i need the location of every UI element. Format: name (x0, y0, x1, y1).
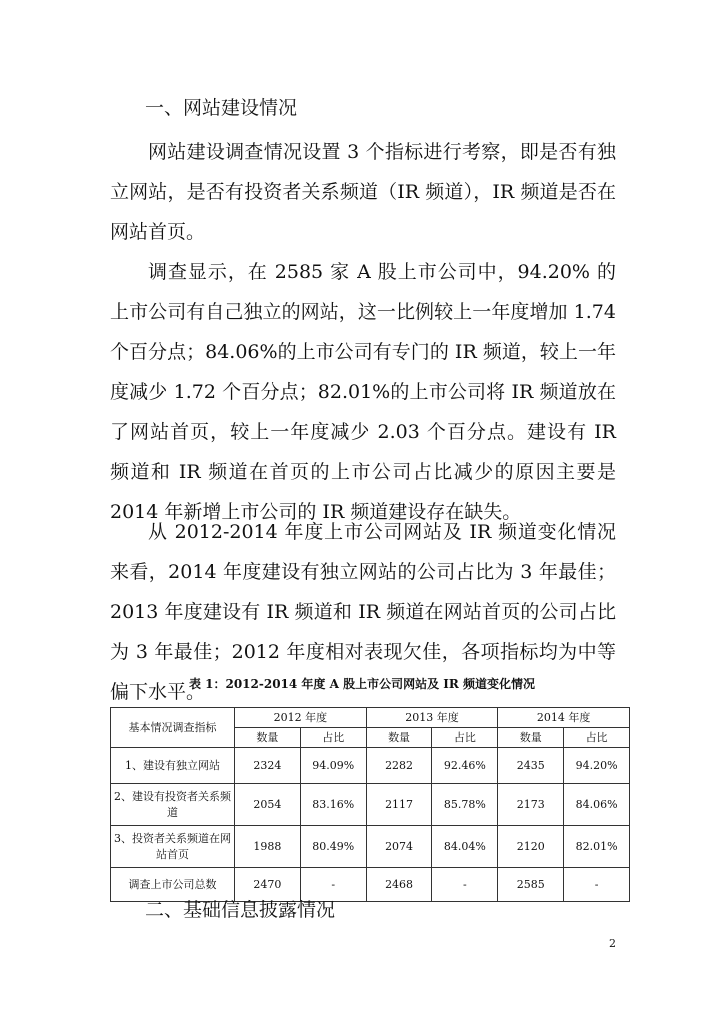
year-header: 2012 年度 (235, 708, 367, 728)
table-cell: 92.46% (432, 748, 498, 784)
paragraph-indicators: 网站建设调查情况设置 3 个指标进行考察，即是否有独立网站，是否有投资者关系频道（IR 频道），IR 频道是否在网站首页。 (110, 141, 616, 243)
table-cell: 2585 (498, 868, 564, 902)
table-cell: 2282 (366, 748, 432, 784)
paragraph-trend-analysis: 从 2012-2014 年度上市公司网站及 IR 频道变化情况来看，2014 年度建设有独立网站的公司占比为 3 年最佳；2013 年度建设有 IR 频道和 IR 频道在网站首页的公司占比为 3 年最佳；2012 年度相对表现欠佳，各项指标均为中等偏下水平。 (110, 521, 616, 703)
website-ir-table (110, 707, 630, 902)
row-label: 2、建设有投资者关系频道 (111, 784, 235, 826)
sub-header: 数量 (235, 728, 301, 748)
table-cell: 2173 (498, 784, 564, 826)
table-cell: 84.06% (564, 784, 630, 826)
table-cell: 94.09% (300, 748, 366, 784)
table-cell: 82.01% (564, 826, 630, 868)
sub-header: 占比 (300, 728, 366, 748)
page-number: 2 (609, 937, 616, 950)
section-heading-website: 一、网站建设情况 (145, 97, 298, 119)
table-cell: - (564, 868, 630, 902)
table-cell: 80.49% (300, 826, 366, 868)
table-cell: 2468 (366, 868, 432, 902)
table-cell: 2054 (235, 784, 301, 826)
table-cell: 2120 (498, 826, 564, 868)
section-heading-disclosure: 二、基础信息披露情况 (145, 899, 336, 921)
corner-header: 基本情况调查指标 (111, 708, 235, 748)
table-header-row (111, 708, 630, 728)
table-cell: 2074 (366, 826, 432, 868)
table-row (111, 826, 630, 868)
table-row (111, 868, 630, 902)
sub-header: 数量 (366, 728, 432, 748)
table-row (111, 748, 630, 784)
table-caption: 表 1：2012-2014 年度 A 股上市公司网站及 IR 频道变化情况 (188, 677, 536, 691)
row-label: 3、投资者关系频道在网站首页 (111, 826, 235, 868)
year-header: 2013 年度 (366, 708, 498, 728)
table-cell: 2324 (235, 748, 301, 784)
row-label: 调查上市公司总数 (111, 868, 235, 902)
sub-header: 占比 (564, 728, 630, 748)
year-header: 2014 年度 (498, 708, 630, 728)
table-cell: 94.20% (564, 748, 630, 784)
table-cell: - (300, 868, 366, 902)
table-cell: 85.78% (432, 784, 498, 826)
row-label: 1、建设有独立网站 (111, 748, 235, 784)
table-cell: 84.04% (432, 826, 498, 868)
table-row (111, 784, 630, 826)
table-cell: 2435 (498, 748, 564, 784)
sub-header: 数量 (498, 728, 564, 748)
table-cell: 1988 (235, 826, 301, 868)
table-cell: 83.16% (300, 784, 366, 826)
table-cell: 2117 (366, 784, 432, 826)
table-cell: 2470 (235, 868, 301, 902)
paragraph-survey-results: 调查显示，在 2585 家 A 股上市公司中，94.20% 的上市公司有自己独立的网站，这一比例较上一年度增加 1.74 个百分点；84.06%的上市公司有专门的 IR 频道，较上一年度减少 1.72 个百分点；82.01%的上市公司将 IR 频道放在了网站首页，较上一年度减少 2.03 个百分点。建设有 IR 频道和 IR 频道在首页的上市公司占比减少的原因主要是 2014 年新增上市公司的 IR 频道建设存在缺失。 (110, 261, 616, 523)
sub-header: 占比 (432, 728, 498, 748)
table-cell: - (432, 868, 498, 902)
